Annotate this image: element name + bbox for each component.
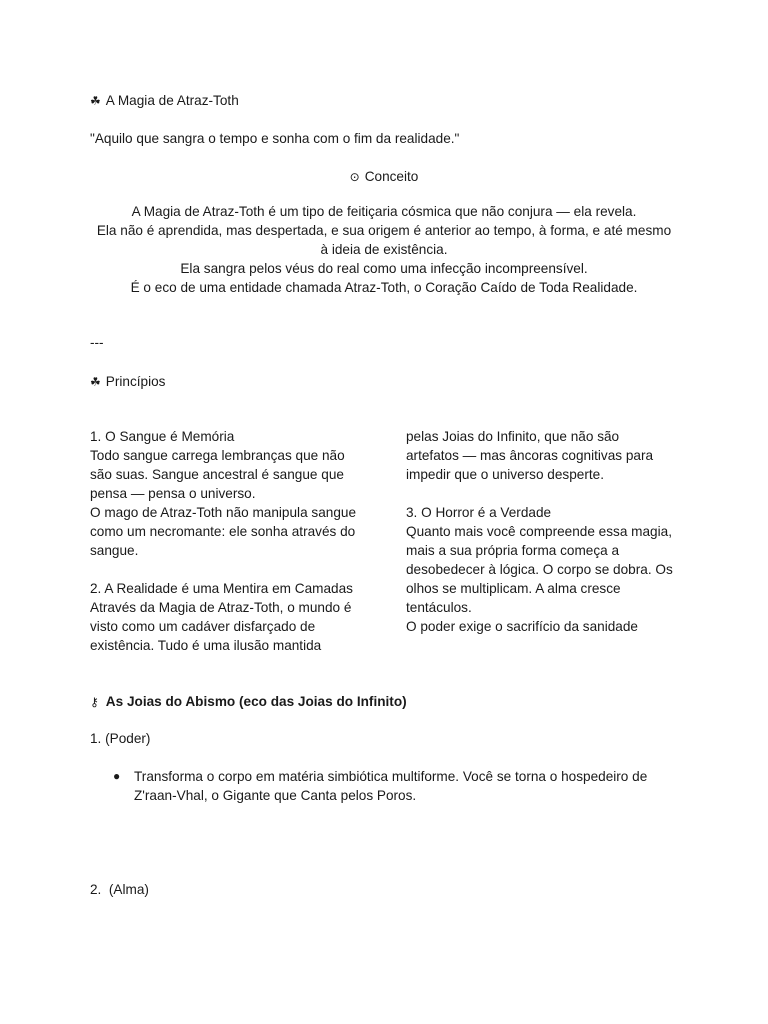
principle-line: Quanto mais você compreende essa magia,: [406, 524, 672, 539]
principles-heading-text: Princípios: [105, 374, 166, 389]
principle-line: tentáculos.: [406, 600, 472, 615]
principles-left-column: [90, 427, 370, 655]
concept-line: à ideia de existência.: [320, 242, 448, 257]
epigraph: "Aquilo que sangra o tempo e sonha com o fim da realidade.": [90, 131, 460, 146]
trefoil-icon: ☘: [90, 94, 101, 108]
concept-heading-text: Conceito: [364, 169, 419, 184]
principles-heading: [90, 372, 165, 392]
principle-line: olhos se multiplicam. A alma cresce: [406, 581, 621, 596]
principle-line: mais a sua própria forma começa a: [406, 543, 620, 558]
title-text: A Magia de Atraz-Toth: [105, 93, 239, 108]
jewel-item-label: 2. (Alma): [90, 882, 149, 897]
principle-line: pelas Joias do Infinito, que não são: [406, 429, 620, 444]
principle-line: Todo sangue carrega lembranças que não: [90, 448, 345, 463]
principle-line: Através da Magia de Atraz-Toth, o mundo é: [90, 600, 352, 615]
document-title: [90, 91, 239, 111]
bullet-text: Transforma o corpo em matéria simbiótica multiforme. Você se torna o hospedeiro de Z'raan-Vhal, o Gigante que Canta pelos Poros.: [134, 769, 648, 803]
principle-line: pensa — pensa o universo.: [90, 486, 256, 501]
principles-right-column: [406, 427, 686, 636]
line-gap: [90, 560, 370, 579]
principle-line: 1. O Sangue é Memória: [90, 429, 235, 444]
principle-line: O poder exige o sacrifício da sanidade: [406, 619, 638, 634]
bullet-icon: ●: [113, 769, 121, 783]
jewel-item-label: 1. (Poder): [90, 731, 151, 746]
concept-line: Ela não é aprendida, mas despertada, e sua origem é anterior ao tempo, à forma, e até mesmo: [96, 223, 672, 238]
principle-line: desobedecer à lógica. O corpo se dobra. Os: [406, 562, 673, 577]
principle-line: artefatos — mas âncoras cognitivas para: [406, 448, 654, 463]
concept-line: Ela sangra pelos véus do real como uma infecção incompreensível.: [180, 261, 588, 276]
jewels-heading: [90, 692, 407, 712]
principle-line: existência. Tudo é uma ilusão mantida: [90, 638, 322, 653]
circled-dot-icon: ⊙: [349, 170, 360, 184]
principle-line: O mago de Atraz-Toth não manipula sangue: [90, 505, 356, 520]
trefoil-icon: ☘: [90, 375, 101, 389]
concept-heading: [90, 167, 678, 187]
line-gap: [406, 484, 686, 503]
concept-line: É o eco de uma entidade chamada Atraz-Toth, o Coração Caído de Toda Realidade.: [130, 280, 638, 295]
principle-line: como um necromante: ele sonha através do: [90, 524, 356, 539]
principle-line: impedir que o universo desperte.: [406, 467, 604, 482]
concept-paragraph: [90, 202, 678, 297]
principle-line: visto como um cadáver disfarçado de: [90, 619, 316, 634]
principle-line: são suas. Sangue ancestral é sangue que: [90, 467, 344, 482]
jewels-heading-text: As Joias do Abismo (eco das Joias do Infinito): [105, 694, 407, 709]
separator: ---: [90, 335, 104, 350]
principle-line: sangue.: [90, 543, 139, 558]
principle-line: 2. A Realidade é uma Mentira em Camadas: [90, 581, 353, 596]
key-icon: ⚷: [90, 695, 99, 709]
principle-line: 3. O Horror é a Verdade: [406, 505, 552, 520]
concept-line: A Magia de Atraz-Toth é um tipo de feitiçaria cósmica que não conjura — ela revela.: [131, 204, 637, 219]
